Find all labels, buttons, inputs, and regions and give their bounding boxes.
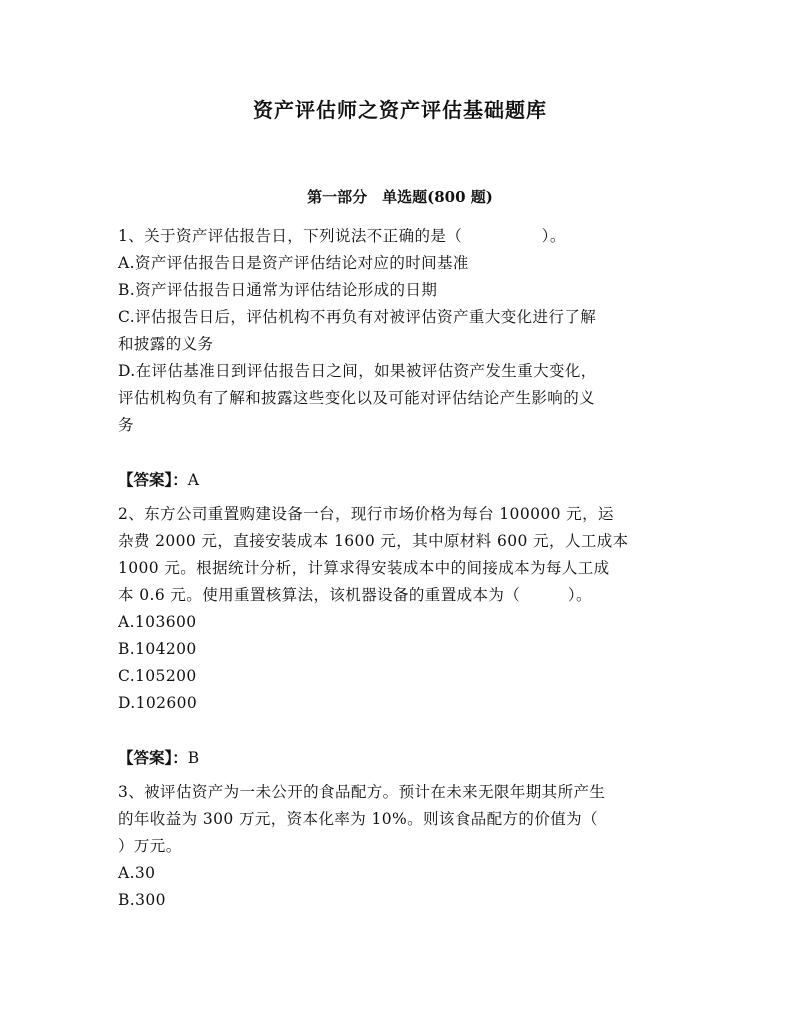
option-d-continued: 务 <box>118 416 134 434</box>
question-stem: 本 0.6 元。使用重置核算法，该机器设备的重置成本为（ ）。 <box>118 586 592 604</box>
answer-value: B <box>187 749 200 767</box>
spacer <box>118 439 688 466</box>
question-list <box>118 223 688 914</box>
option-d-continued: 评估机构负有了解和披露这些变化以及可能对评估结论产生影响的义 <box>118 389 596 407</box>
answer-line <box>118 744 688 771</box>
answer-separator: ： <box>172 470 188 489</box>
answer-line <box>118 466 688 493</box>
question-stem: 1000 元。根据统计分析，计算求得安装成本中的间接成本为每人工成 <box>118 559 610 577</box>
question-stem: 2、东方公司重置购建设备一台，现行市场价格为每台 100000 元，运 <box>118 505 614 523</box>
option-c: C.105200 <box>118 667 197 685</box>
section-title: 第一部分 单选题(800 题) <box>307 188 493 206</box>
question-stem: 3、被评估资产为一未公开的食品配方。预计在未来无限年期其所产生 <box>118 783 606 801</box>
option-a: A.30 <box>118 864 156 882</box>
option-d: D.102600 <box>118 694 198 712</box>
question-1 <box>118 223 688 493</box>
question-3 <box>118 779 688 914</box>
option-c: C.评估报告日后，评估机构不再负有对被评估资产重大变化进行了解 <box>118 308 597 326</box>
question-2 <box>118 501 688 771</box>
option-d: D.在评估基准日到评估报告日之间，如果被评估资产发生重大变化， <box>118 362 597 380</box>
question-stem: 1、关于资产评估报告日，下列说法不正确的是（ ）。 <box>118 227 566 245</box>
question-stem: ）万元。 <box>118 837 182 855</box>
option-c-continued: 和披露的义务 <box>118 335 214 353</box>
answer-label: 【答案】 <box>118 470 173 489</box>
option-b: B.104200 <box>118 640 197 658</box>
answer-value: A <box>187 471 199 489</box>
spacer <box>118 717 688 744</box>
answer-separator: ： <box>172 748 188 767</box>
document-title: 资产评估师之资产评估基础题库 <box>253 98 547 122</box>
option-a: A.资产评估报告日是资产评估结论对应的时间基准 <box>118 254 469 272</box>
question-stem: 杂费 2000 元，直接安装成本 1600 元，其中原材料 600 元，人工成本 <box>118 532 629 550</box>
option-b: B.资产评估报告日通常为评估结论形成的日期 <box>118 281 438 299</box>
question-stem: 的年收益为 300 万元，资本化率为 10%。则该食品配方的价值为（ <box>118 810 598 828</box>
option-b: B.300 <box>118 891 166 909</box>
answer-label: 【答案】 <box>118 748 173 767</box>
option-a: A.103600 <box>118 613 197 631</box>
